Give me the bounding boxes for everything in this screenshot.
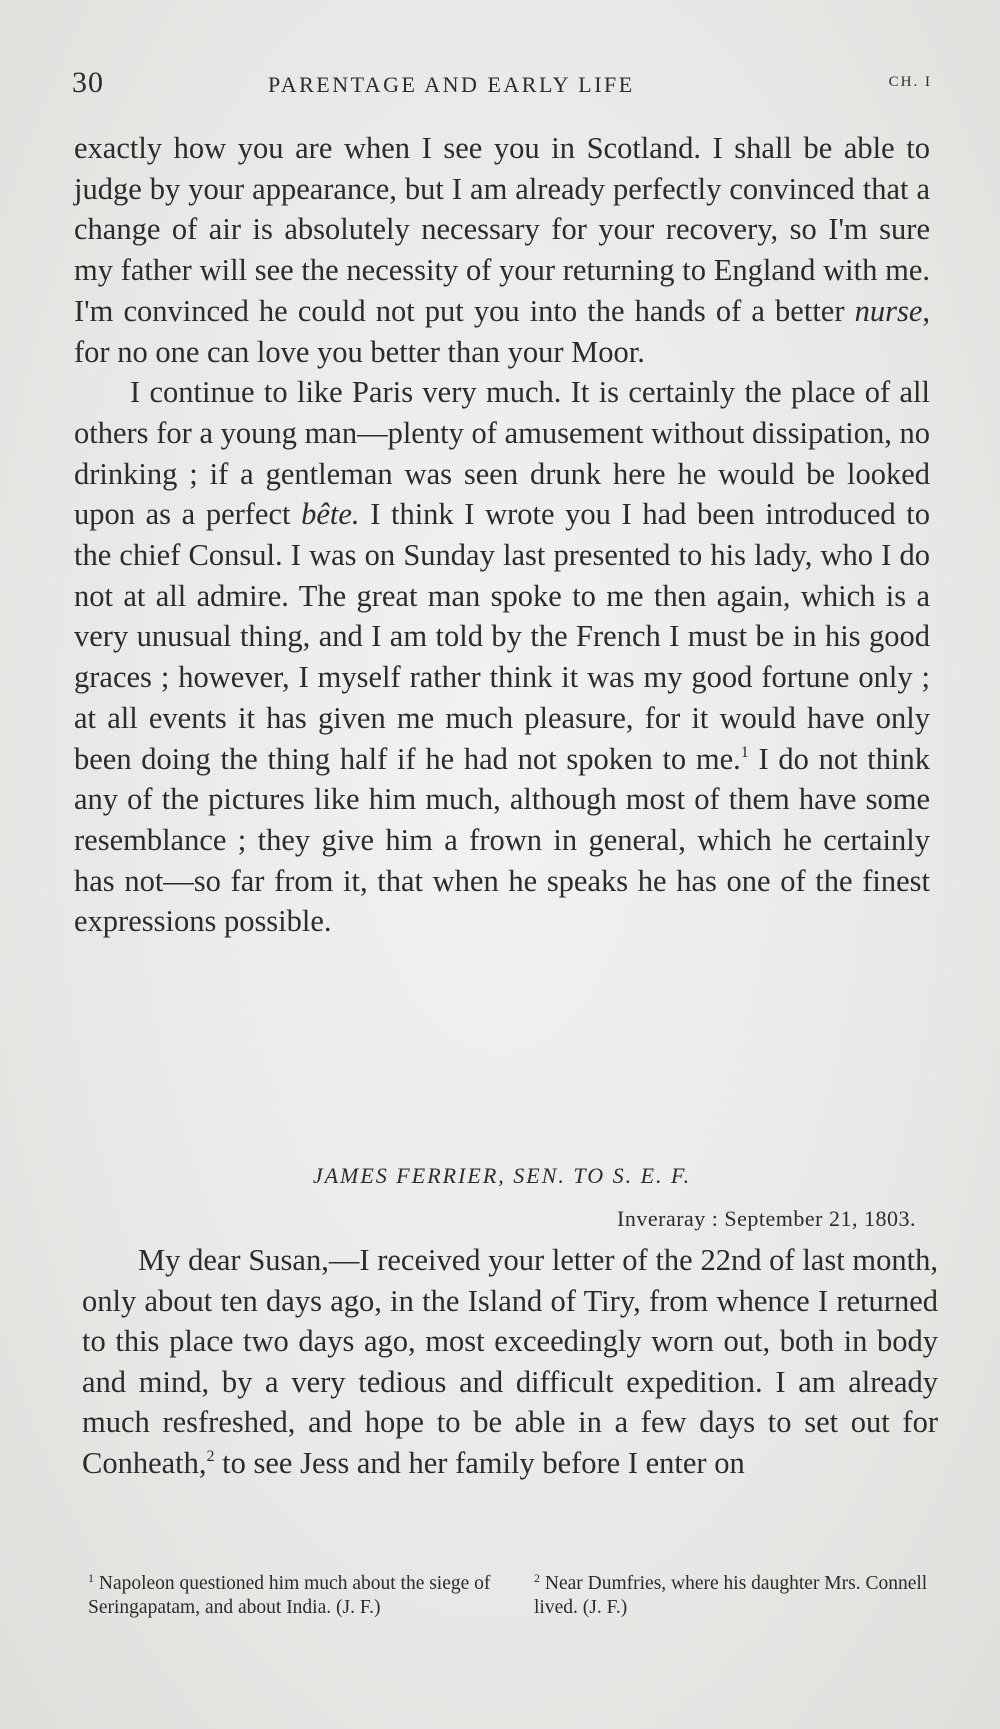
- paragraph-text: I think I wrote you I had been introduced to the chief Consul. I was on Sunday last presented to his lady, who I do not at all admire. The great man spoke to me then again, which is a very unusual thing, and I am told by the French I must be in his good graces ; however, I myself rather think it was my good fortune only ; at all events it has given me much pleasure, for it would have only been doing the thing half if he had not spoken to me.: [74, 497, 930, 776]
- footnote: [534, 1566, 944, 1620]
- footnote-reference: 1: [740, 743, 749, 761]
- footnote-mark: 1: [88, 1571, 94, 1585]
- paragraph: [82, 1240, 938, 1483]
- paragraph: [74, 128, 930, 372]
- page-header: [72, 66, 932, 106]
- paragraph-text: I continue to like Paris very much. It is certainly the place of all others for a young man—plenty of amusement without dissipation, no drinking ; if a gentleman was seen drunk here he would be looked upon as a perfect: [74, 375, 930, 532]
- letter-heading: JAMES FERRIER, SEN. TO S. E. F.: [312, 1163, 692, 1188]
- footnote-text: Near Dumfries, where his daughter Mrs. Connell lived. (J. F.): [534, 1573, 928, 1618]
- running-head: PARENTAGE AND EARLY LIFE: [268, 72, 635, 97]
- footnote-text: Napoleon questioned him much about the siege of Seringapatam, and about India. (J. F.): [88, 1573, 491, 1618]
- chapter-marker: CH. I: [888, 74, 932, 90]
- footnote-mark: 2: [534, 1571, 540, 1585]
- page-number: 30: [72, 66, 104, 99]
- main-text: [74, 128, 930, 942]
- letter-body: [82, 1240, 938, 1483]
- paragraph: [74, 372, 930, 942]
- letter-dateline: Inveraray : September 21, 1803.: [617, 1206, 916, 1231]
- italic-word: bête.: [301, 497, 360, 532]
- paragraph-text: to see Jess and her family before I enter on: [214, 1445, 745, 1480]
- footnote: [88, 1566, 508, 1620]
- footnote-reference: 2: [206, 1447, 215, 1465]
- paragraph-text: exactly how you are when I see you in Scotland. I shall be able to judge by your appearance, but I am already perfectly convinced that a change of air is absolutely necessary for your recovery, so I'm sure my father will see the necessity of your returning to England with me. I'm convinced he could not put you into the hands of a better: [74, 131, 930, 328]
- paragraph-text: , for no one can love you better than your Moor.: [74, 293, 930, 369]
- italic-word: nurse: [854, 293, 923, 328]
- paragraph-text: I do not think any of the pictures like him much, although most of them have some resemblance ; they give him a frown in general, which he certainly has not—so far from it, that when he speaks he has one of the finest expressions possible.: [74, 741, 930, 939]
- paragraph-text: My dear Susan,—I received your letter of the 22nd of last month, only about ten days ago, in the Island of Tiry, from whence I returned to this place two days ago, most exceedingly worn out, both in body and mind, by a very tedious and difficult expedition. I am already much resfreshed, and hope to be able in a few days to set out for Conheath,: [82, 1243, 938, 1480]
